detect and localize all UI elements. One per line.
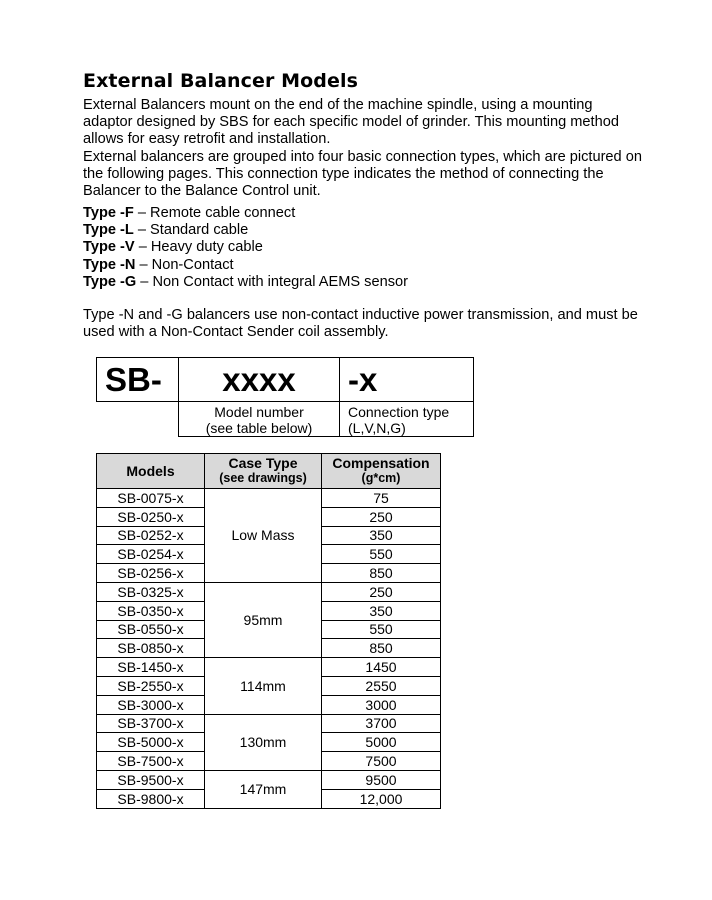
compensation-cell: 350	[322, 601, 441, 620]
case-type-cell: 114mm	[205, 658, 322, 714]
table-row	[97, 770, 441, 789]
model-cell: SB-0075-x	[97, 489, 205, 508]
models-table-body	[97, 489, 441, 809]
compensation-cell: 350	[322, 526, 441, 545]
model-cell: SB-3000-x	[97, 695, 205, 714]
models-table	[96, 453, 441, 809]
model-cell: SB-0254-x	[97, 545, 205, 564]
compensation-cell: 1450	[322, 658, 441, 677]
model-cell: SB-0325-x	[97, 582, 205, 601]
model-cell: SB-0250-x	[97, 507, 205, 526]
compensation-cell: 850	[322, 639, 441, 658]
model-cell: SB-0850-x	[97, 639, 205, 658]
compensation-cell: 75	[322, 489, 441, 508]
header-compensation: Compensation (g*cm)	[322, 454, 441, 489]
model-cell: SB-2550-x	[97, 676, 205, 695]
format-connection-label: Connection type (L,V,N,G)	[339, 401, 474, 437]
non-contact-paragraph: Type -N and -G balancers use non-contact inductive power transmission, and must be used with a Non-Contact Sender coil assembly.	[83, 307, 638, 341]
compensation-cell: 3000	[322, 695, 441, 714]
compensation-cell: 9500	[322, 770, 441, 789]
compensation-cell: 7500	[322, 752, 441, 771]
model-cell: SB-0252-x	[97, 526, 205, 545]
page-title: External Balancer Models	[83, 70, 359, 92]
connection-groups-paragraph: External balancers are grouped into four basic connection types, which are pictured on the following pages. This connection type indicates the method of connecting the Balancer to the Balance Control unit.	[83, 149, 642, 200]
connection-type-list	[83, 205, 408, 291]
format-model-code: xxxx	[178, 357, 340, 402]
type-v-item: Type -V – Heavy duty cable	[83, 239, 263, 256]
compensation-cell: 550	[322, 545, 441, 564]
case-type-cell: 130mm	[205, 714, 322, 770]
type-l-item: Type -L – Standard cable	[83, 222, 249, 239]
compensation-cell: 12,000	[322, 789, 441, 808]
case-type-cell: 147mm	[205, 770, 322, 808]
compensation-cell: 250	[322, 582, 441, 601]
compensation-cell: 850	[322, 564, 441, 583]
model-cell: SB-3700-x	[97, 714, 205, 733]
case-type-cell: 95mm	[205, 582, 322, 657]
compensation-cell: 250	[322, 507, 441, 526]
model-cell: SB-0550-x	[97, 620, 205, 639]
model-cell: SB-9500-x	[97, 770, 205, 789]
model-cell: SB-7500-x	[97, 752, 205, 771]
format-model-label: Model number (see table below)	[178, 401, 340, 437]
compensation-cell: 550	[322, 620, 441, 639]
table-row	[97, 658, 441, 677]
model-cell: SB-1450-x	[97, 658, 205, 677]
model-cell: SB-0350-x	[97, 601, 205, 620]
model-cell: SB-0256-x	[97, 564, 205, 583]
header-models: Models	[97, 454, 205, 489]
compensation-cell: 5000	[322, 733, 441, 752]
type-f-item: Type -F – Remote cable connect	[83, 205, 296, 221]
intro-paragraph: External Balancers mount on the end of the machine spindle, using a mounting adaptor designed by SBS for each specific model of grinder. This mounting method allows for easy retrofit and installation.	[83, 97, 619, 148]
compensation-cell: 3700	[322, 714, 441, 733]
header-case-type: Case Type (see drawings)	[205, 454, 322, 489]
format-prefix: SB-	[96, 357, 179, 402]
type-g-item: Type -G – Non Contact with integral AEMS sensor	[83, 273, 408, 290]
model-cell: SB-5000-x	[97, 733, 205, 752]
model-cell: SB-9800-x	[97, 789, 205, 808]
table-row	[97, 489, 441, 508]
table-row	[97, 582, 441, 601]
format-suffix: -x	[339, 357, 474, 402]
table-row	[97, 714, 441, 733]
compensation-cell: 2550	[322, 676, 441, 695]
type-n-item: Type -N – Non-Contact	[83, 256, 234, 273]
case-type-cell: Low Mass	[205, 489, 322, 583]
